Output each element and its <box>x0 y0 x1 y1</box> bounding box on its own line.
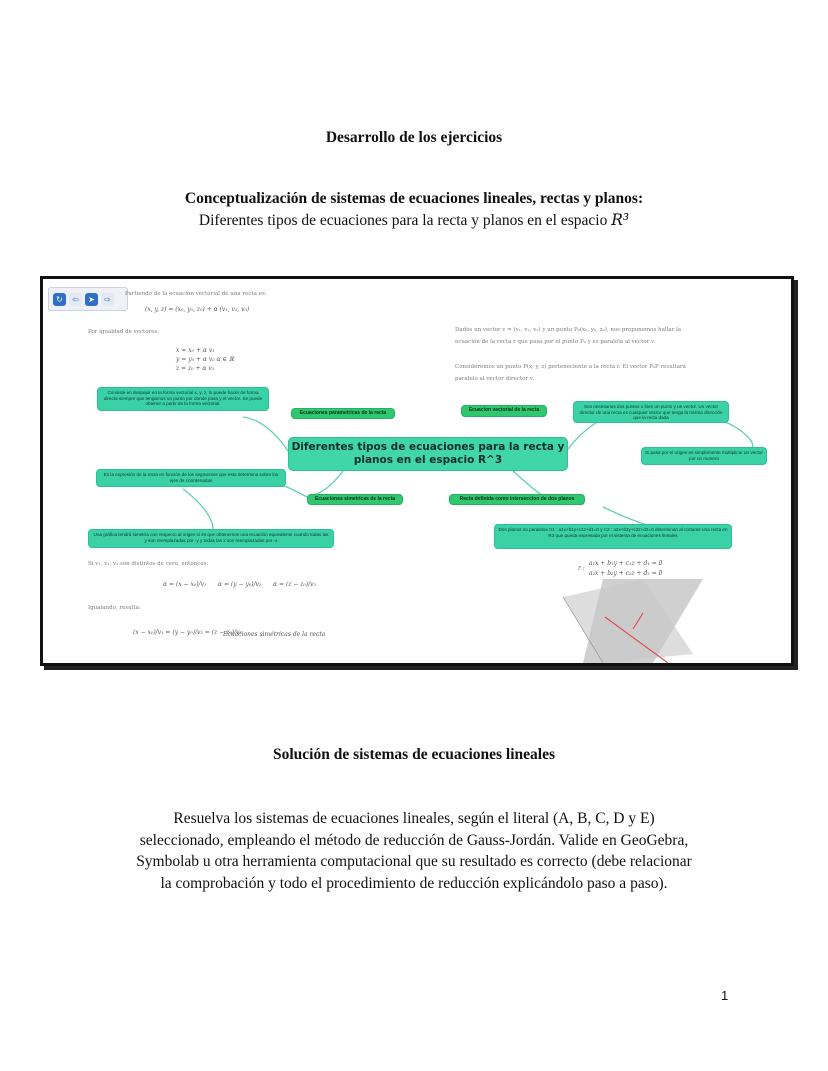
faint-si-distintos: Si v₁, v₂, v₃ son distintos de cero, entonces: <box>88 561 209 567</box>
note-vectorial-1: Son necesarios dos puntos o bien un punto y un vector. Un vector director de una recta es cualquier vector que tenga la misma dirección que la recta dada <box>573 401 729 423</box>
faint-sys-3: z = z₀ + α v₃ <box>176 365 215 372</box>
instructions-paragraph <box>90 808 738 894</box>
heading-conceptualizacion: Conceptualización de sistemas de ecuaciones lineales, rectas y planos: <box>184 190 644 207</box>
mindmap-image <box>40 276 794 666</box>
note-interseccion: Dos planos no paralelos π1 : a1x+b1y+c1z+d1=0 y π2 : a2x+b2y+c2z+d2=0 determinan al cortarse una recta en R3 que queda expresada por el sistema de ecuaciones lineales <box>494 524 732 549</box>
paragraph-line: la comprobación y todo el procedimiento de reducción explicándolo paso a paso). <box>160 874 668 892</box>
paragraph-line: Resuelva los sistemas de ecuaciones lineales, según el literal (A, B, C, D y E) <box>173 810 655 827</box>
forward-icon[interactable]: ⇨ <box>101 293 114 306</box>
note-simetricas-1: Es la expresión de la recta en función de los segmentos que esta determina sobre los ejes de coordenadas <box>96 469 286 487</box>
faint-por-igualdad: Por igualdad de vectores: <box>88 329 160 335</box>
edge-sim-note2 <box>183 489 213 529</box>
paragraph-line: Symbolab u otra herramienta computacional que su resultado es correcto (debe relacionar <box>136 853 692 870</box>
branch-simetricas: Ecuaciones simetricas de la recta <box>307 494 403 505</box>
paragraph-line: seleccionado, empleando el método de reducción de Gauss-Jordán. Valide en GeoGebra, <box>139 831 689 849</box>
note-simetricas-2: Una gráfica tendrá simetría con respecto al origen si es que obtenemos una ecuación equivalente cuando todas las y son reemplazadas por -y y todas las x son reemplazadas por -x <box>88 529 334 548</box>
faint-alpha-1: α = (x − x₀)/v₁ <box>163 581 207 588</box>
faint-igualando: Igualando, resulta: <box>88 605 141 611</box>
faint-planes-1: a₁x + b₁y + c₁z + d₁ = 0 <box>589 560 663 567</box>
faint-alpha-3: α = (z − z₀)/v₃ <box>273 581 316 588</box>
viewer-toolbar <box>48 287 128 311</box>
faint-sym-label: Ecuaciones simétricas de la recta <box>223 631 326 638</box>
faint-alpha-2: α = (y − y₀)/v₂ <box>218 581 262 588</box>
note-parametricas: Consiste en despejar en la forma vectorial x, y, z, lo puede hacer de forma directa siempre que tengamos un punto por donde pasa y el vector. Se puede obtener a partir de la forma vectorial. <box>97 387 269 411</box>
faint-planes-2: a₂x + b₂y + c₂z + d₂ = 0 <box>589 570 663 577</box>
faint-vector-eq: (x, y, z) = (x₀, y₀, z₀) + α (v₁, v₂, v₃) <box>145 306 250 313</box>
heading-solucion: Solución de sistemas de ecuaciones lineales <box>272 746 555 763</box>
heading-subtitle <box>0 211 828 230</box>
refresh-icon[interactable]: ↻ <box>53 293 66 306</box>
planes-illustration <box>563 579 703 663</box>
cursor-icon[interactable]: ➤ <box>85 293 98 306</box>
edge-vec-note2 <box>723 421 753 449</box>
faint-sys-2: y = y₀ + α v₂ α ∈ ℝ <box>176 356 234 363</box>
branch-parametricas: Ecuaciones parametricas de la recta <box>291 408 395 419</box>
faint-dados-2: ecuación de la recta r que pasa por el punto P₀ y es paralela al vector v. <box>455 339 656 345</box>
note-vectorial-2: Si pasa por el origen es simplemente multiplicar un vector por un numero <box>641 447 767 465</box>
page-number: 1 <box>721 988 729 1003</box>
subtitle-math: R³ <box>611 211 630 229</box>
branch-vectorial: Ecuacion vectorial de la recta <box>461 405 547 417</box>
subtitle-text: Diferentes tipos de ecuaciones para la recta y planos en el espacio <box>198 212 608 229</box>
faint-consid-1: Consideremos un punto P(x, y, z) perteneciente a la recta r. El vector P₀P resultará <box>455 364 686 370</box>
faint-sym-eq: (x − x₀)/v₁ = (y − y₀)/v₂ = (z − z₀)/v₃ <box>133 629 242 636</box>
faint-r-label: r : <box>578 565 585 572</box>
heading-desarrollo: Desarrollo de los ejercicios <box>325 129 503 146</box>
edge-parametricas <box>243 417 288 451</box>
back-icon[interactable]: ⇦ <box>69 293 82 306</box>
mindmap-central-node: Diferentes tipos de ecuaciones para la recta y planos en el espacio R^3 <box>288 437 568 471</box>
faint-consid-2: paralelo al vector director v. <box>455 376 535 382</box>
branch-interseccion: Recta definida como interseccion de dos planos <box>449 494 585 505</box>
faint-sys-1: x = x₀ + α v₁ <box>176 347 215 354</box>
faint-dados-1: Dados un vector v = (v₁, v₂, v₃) y un punto P₀(x₀, y₀, z₀), nos proponemos hallar la <box>455 327 682 333</box>
faint-top-label: Partiendo de la ecuación vectorial de una recta es: <box>125 291 267 297</box>
